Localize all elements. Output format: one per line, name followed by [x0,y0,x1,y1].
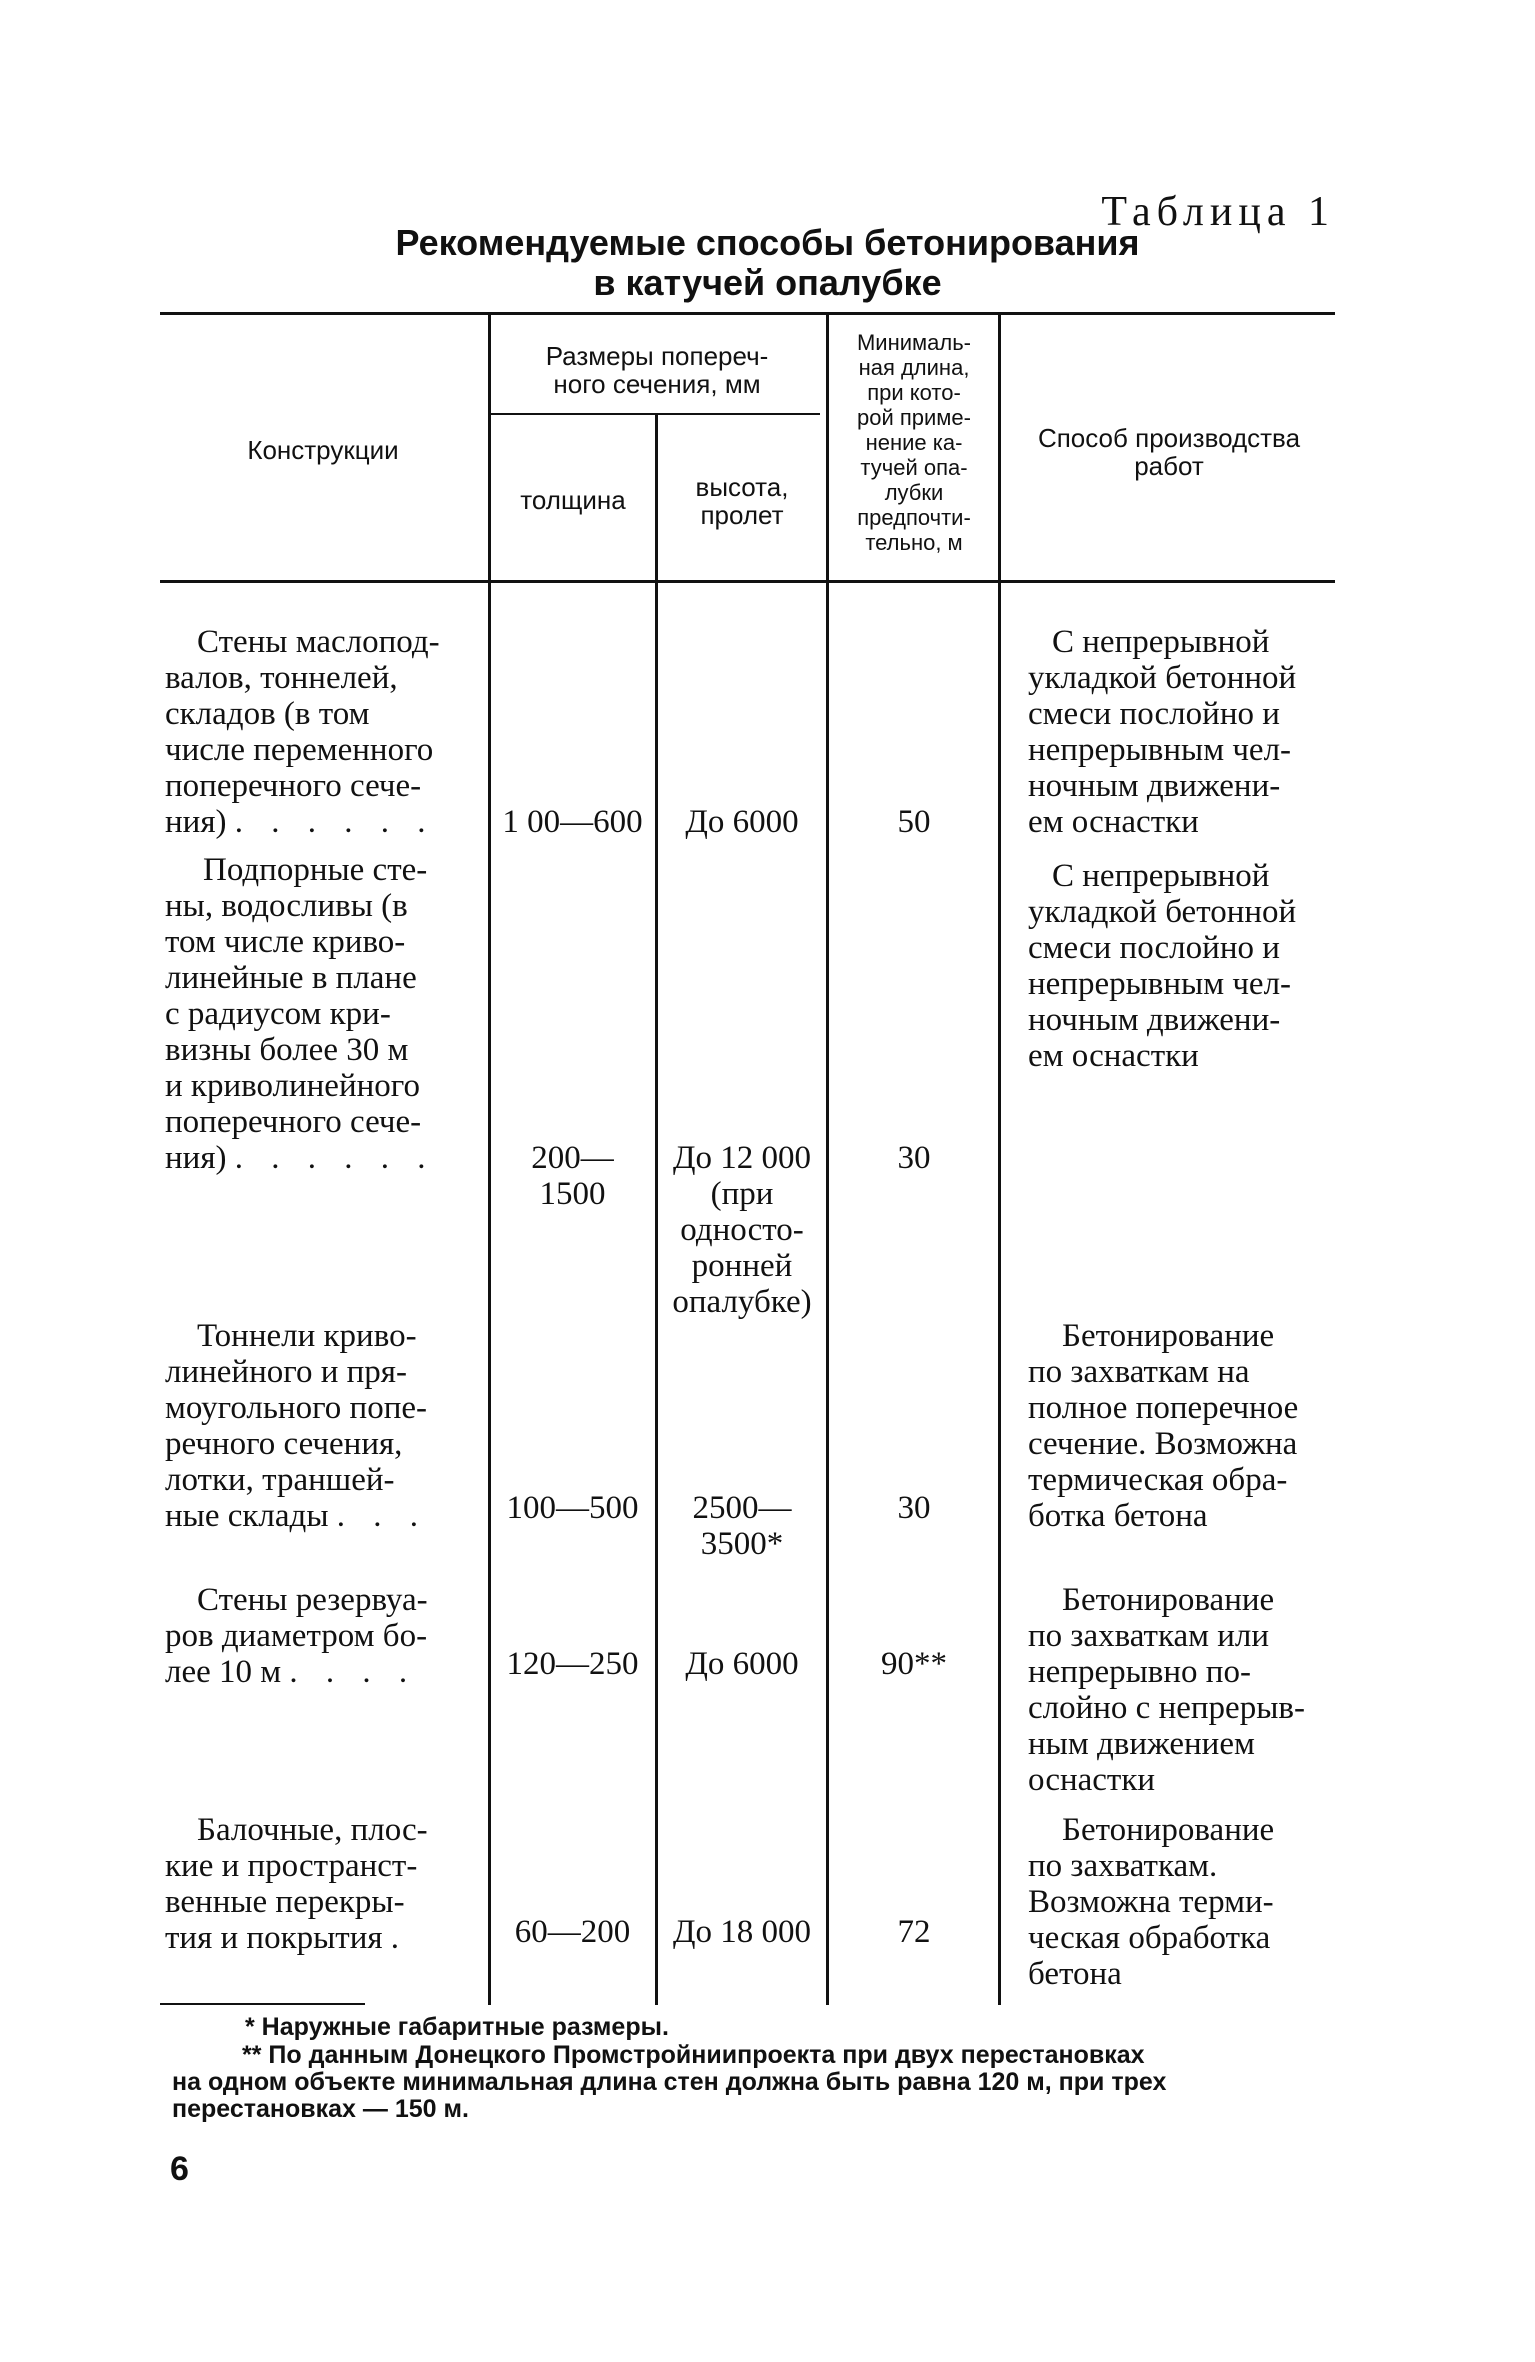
method-line: непрерывным чел- [1028,966,1292,1002]
construction-line: моугольного попе- [165,1390,428,1426]
construction-line: складов (в том [165,696,370,732]
method-line: Бетонирование [1062,1582,1275,1618]
construction-line: том числе криво- [165,924,406,960]
method-line: непрерывным чел- [1028,732,1292,768]
row-2-height [658,1140,826,1320]
height-line: До 6000 [685,1646,799,1682]
construction-last-text: лее 10 м [165,1654,282,1690]
header-height-line-1: высота, [695,472,789,502]
method-line: ночным движени- [1028,1002,1281,1038]
row-3-construction [165,1318,477,1534]
row-2-min-length: 30 [897,1140,931,1176]
header-min-length-line-6: тучей опа- [860,455,968,480]
table-top-rule [160,312,1335,315]
height-line: 2500— [692,1490,792,1526]
header-size-line-2: ного сечения, мм [553,369,761,399]
construction-line: ны, водосливы (в [165,888,408,924]
height-line: односто- [680,1212,804,1248]
method-line: термическая обра- [1028,1462,1288,1498]
header-bottom-rule [160,580,1335,583]
height-line: До 18 000 [672,1914,811,1950]
row-3-height [658,1490,826,1562]
row-5-construction [165,1812,477,1956]
thickness-line: 60—200 [514,1914,631,1950]
method-line: С непрерывной [1052,858,1270,894]
method-line: смеси послойно и [1028,696,1280,732]
thickness-line: 1500 [539,1176,606,1212]
row-1-min-length: 50 [897,804,931,840]
height-line: опалубке) [672,1284,812,1320]
method-line: по захваткам на [1028,1354,1250,1390]
header-min-length-line-4: рой приме- [857,405,971,430]
header-cross-section-size [492,342,822,398]
construction-line: линейные в плане [165,960,417,996]
construction-line: с радиусом кри- [165,996,391,1032]
method-line: ным движением [1028,1726,1255,1762]
thickness-line: 200— [531,1140,614,1176]
row-4-thickness [490,1646,655,1682]
method-line: смеси послойно и [1028,930,1280,966]
method-line: укладкой бетонной [1028,660,1297,696]
header-min-length-line-8: предпочти- [857,505,971,530]
leader-dots: . . . . . . [234,804,436,840]
method-line: ботка бетона [1028,1498,1208,1534]
row-3-thickness [490,1490,655,1526]
construction-last-line [165,1654,477,1690]
method-line: бетона [1028,1956,1122,1992]
method-line: оснастки [1028,1762,1156,1798]
height-line: 3500* [700,1526,784,1562]
construction-line: поперечного сече- [165,1104,422,1140]
construction-line: и криволинейного [165,1068,420,1104]
construction-last-text: тия и покрытия [165,1920,383,1956]
footnote-1: * Наружные габаритные размеры. [245,2013,669,2041]
row-5-min-length: 72 [897,1914,931,1950]
construction-last-line [165,804,477,840]
construction-line: речного сечения, [165,1426,403,1462]
header-construction: Конструкции [247,435,399,465]
header-min-length [829,330,999,555]
row-1-thickness [490,804,655,840]
construction-line: линейного и пря- [165,1354,407,1390]
row-2-construction [165,852,477,1176]
method-line: по захваткам. [1028,1848,1218,1884]
header-size-line-1: Размеры попереч- [545,341,769,371]
row-4-height [658,1646,826,1682]
table-title-line-2: в катучей опалубке [593,262,942,303]
construction-last-text: ния) [165,804,227,840]
thickness-line: 1 00—600 [502,804,643,840]
leader-dots: . . . . . . [234,1140,436,1176]
footnote-2 [172,2042,1342,2123]
row-4-min-length: 90** [881,1646,947,1682]
row-4-method [1028,1582,1338,1798]
header-method [1002,424,1336,480]
construction-last-line [165,1140,477,1176]
construction-line: числе переменного [165,732,434,768]
thickness-line: 120—250 [506,1646,639,1682]
leader-dots: . . . [336,1498,428,1534]
method-line: ем оснастки [1028,804,1199,840]
header-min-length-line-2: ная длина, [858,355,970,380]
height-line: До 12 000 [672,1140,811,1176]
row-5-height [658,1914,826,1950]
construction-line: визны более 30 м [165,1032,409,1068]
construction-last-text: ния) [165,1140,227,1176]
leader-dots: . . . . [289,1654,418,1690]
construction-last-line [165,1498,477,1534]
construction-last-line [165,1920,477,1956]
footnote-2-line-3: перестановках — 150 м. [172,2095,469,2123]
leader-dots: . [390,1920,410,1956]
method-line: ческая обработка [1028,1920,1271,1956]
construction-line: лотки, траншей- [165,1462,395,1498]
method-line: полное поперечное [1028,1390,1299,1426]
method-line: слойно с непрерыв- [1028,1690,1305,1726]
header-method-line-1: Способ производства [1037,423,1301,453]
construction-line: Стены маслопод- [197,624,440,660]
height-line: До 6000 [685,804,799,840]
method-line: непрерывно по- [1028,1654,1251,1690]
footnote-2-line-2: на одном объекте минимальная длина стен должна быть равна 120 м, при трех [172,2068,1167,2096]
construction-line: кие и пространст- [165,1848,418,1884]
construction-line: Подпорные сте- [203,852,428,888]
construction-last-text: ные склады [165,1498,329,1534]
row-3-method [1028,1318,1338,1534]
header-height-line-2: пролет [700,500,784,530]
method-line: ночным движени- [1028,768,1281,804]
thickness-line: 100—500 [506,1490,639,1526]
method-line: Возможна терми- [1028,1884,1274,1920]
header-min-length-line-1: Минималь- [856,330,972,355]
method-line: С непрерывной [1052,624,1270,660]
construction-line: Стены резервуа- [197,1582,428,1618]
footnote-2-line-1: ** По данным Донецкого Промстройниипроекта при двух перестановках [242,2041,1145,2069]
header-thickness: толщина [520,485,626,515]
method-line: сечение. Возможна [1028,1426,1298,1462]
row-4-construction [165,1582,477,1690]
construction-line: ров диаметром бо- [165,1618,428,1654]
row-1-construction [165,624,477,840]
row-3-min-length: 30 [897,1490,931,1526]
header-min-length-line-9: тельно, м [865,530,963,555]
row-5-thickness [490,1914,655,1950]
construction-line: Балочные, плос- [197,1812,428,1848]
construction-line: валов, тоннелей, [165,660,398,696]
construction-line: поперечного сече- [165,768,422,804]
row-2-thickness [490,1140,655,1212]
table-title-line-1: Рекомендуемые способы бетонирования [395,222,1140,263]
method-line: ем оснастки [1028,1038,1199,1074]
method-line: по захваткам или [1028,1618,1270,1654]
row-2-method [1028,858,1338,1074]
height-line: ронней [691,1248,793,1284]
row-1-method [1028,624,1338,840]
header-min-length-line-3: при кото- [867,380,961,405]
method-line: укладкой бетонной [1028,894,1297,930]
header-min-length-line-5: нение ка- [865,430,963,455]
method-line: Бетонирование [1062,1318,1275,1354]
table-label: Таблица 1 [1101,189,1335,235]
construction-line: Тоннели криво- [197,1318,417,1354]
height-line: (при [710,1176,774,1212]
footnote-rule [160,2003,365,2005]
page-number: 6 [170,2150,189,2188]
header-height-span [658,473,826,529]
row-1-height [658,804,826,840]
row-5-method [1028,1812,1338,1992]
method-line: Бетонирование [1062,1812,1275,1848]
construction-line: венные перекры- [165,1884,405,1920]
header-method-line-2: работ [1134,451,1204,481]
header-min-length-line-7: лубки [884,480,944,505]
